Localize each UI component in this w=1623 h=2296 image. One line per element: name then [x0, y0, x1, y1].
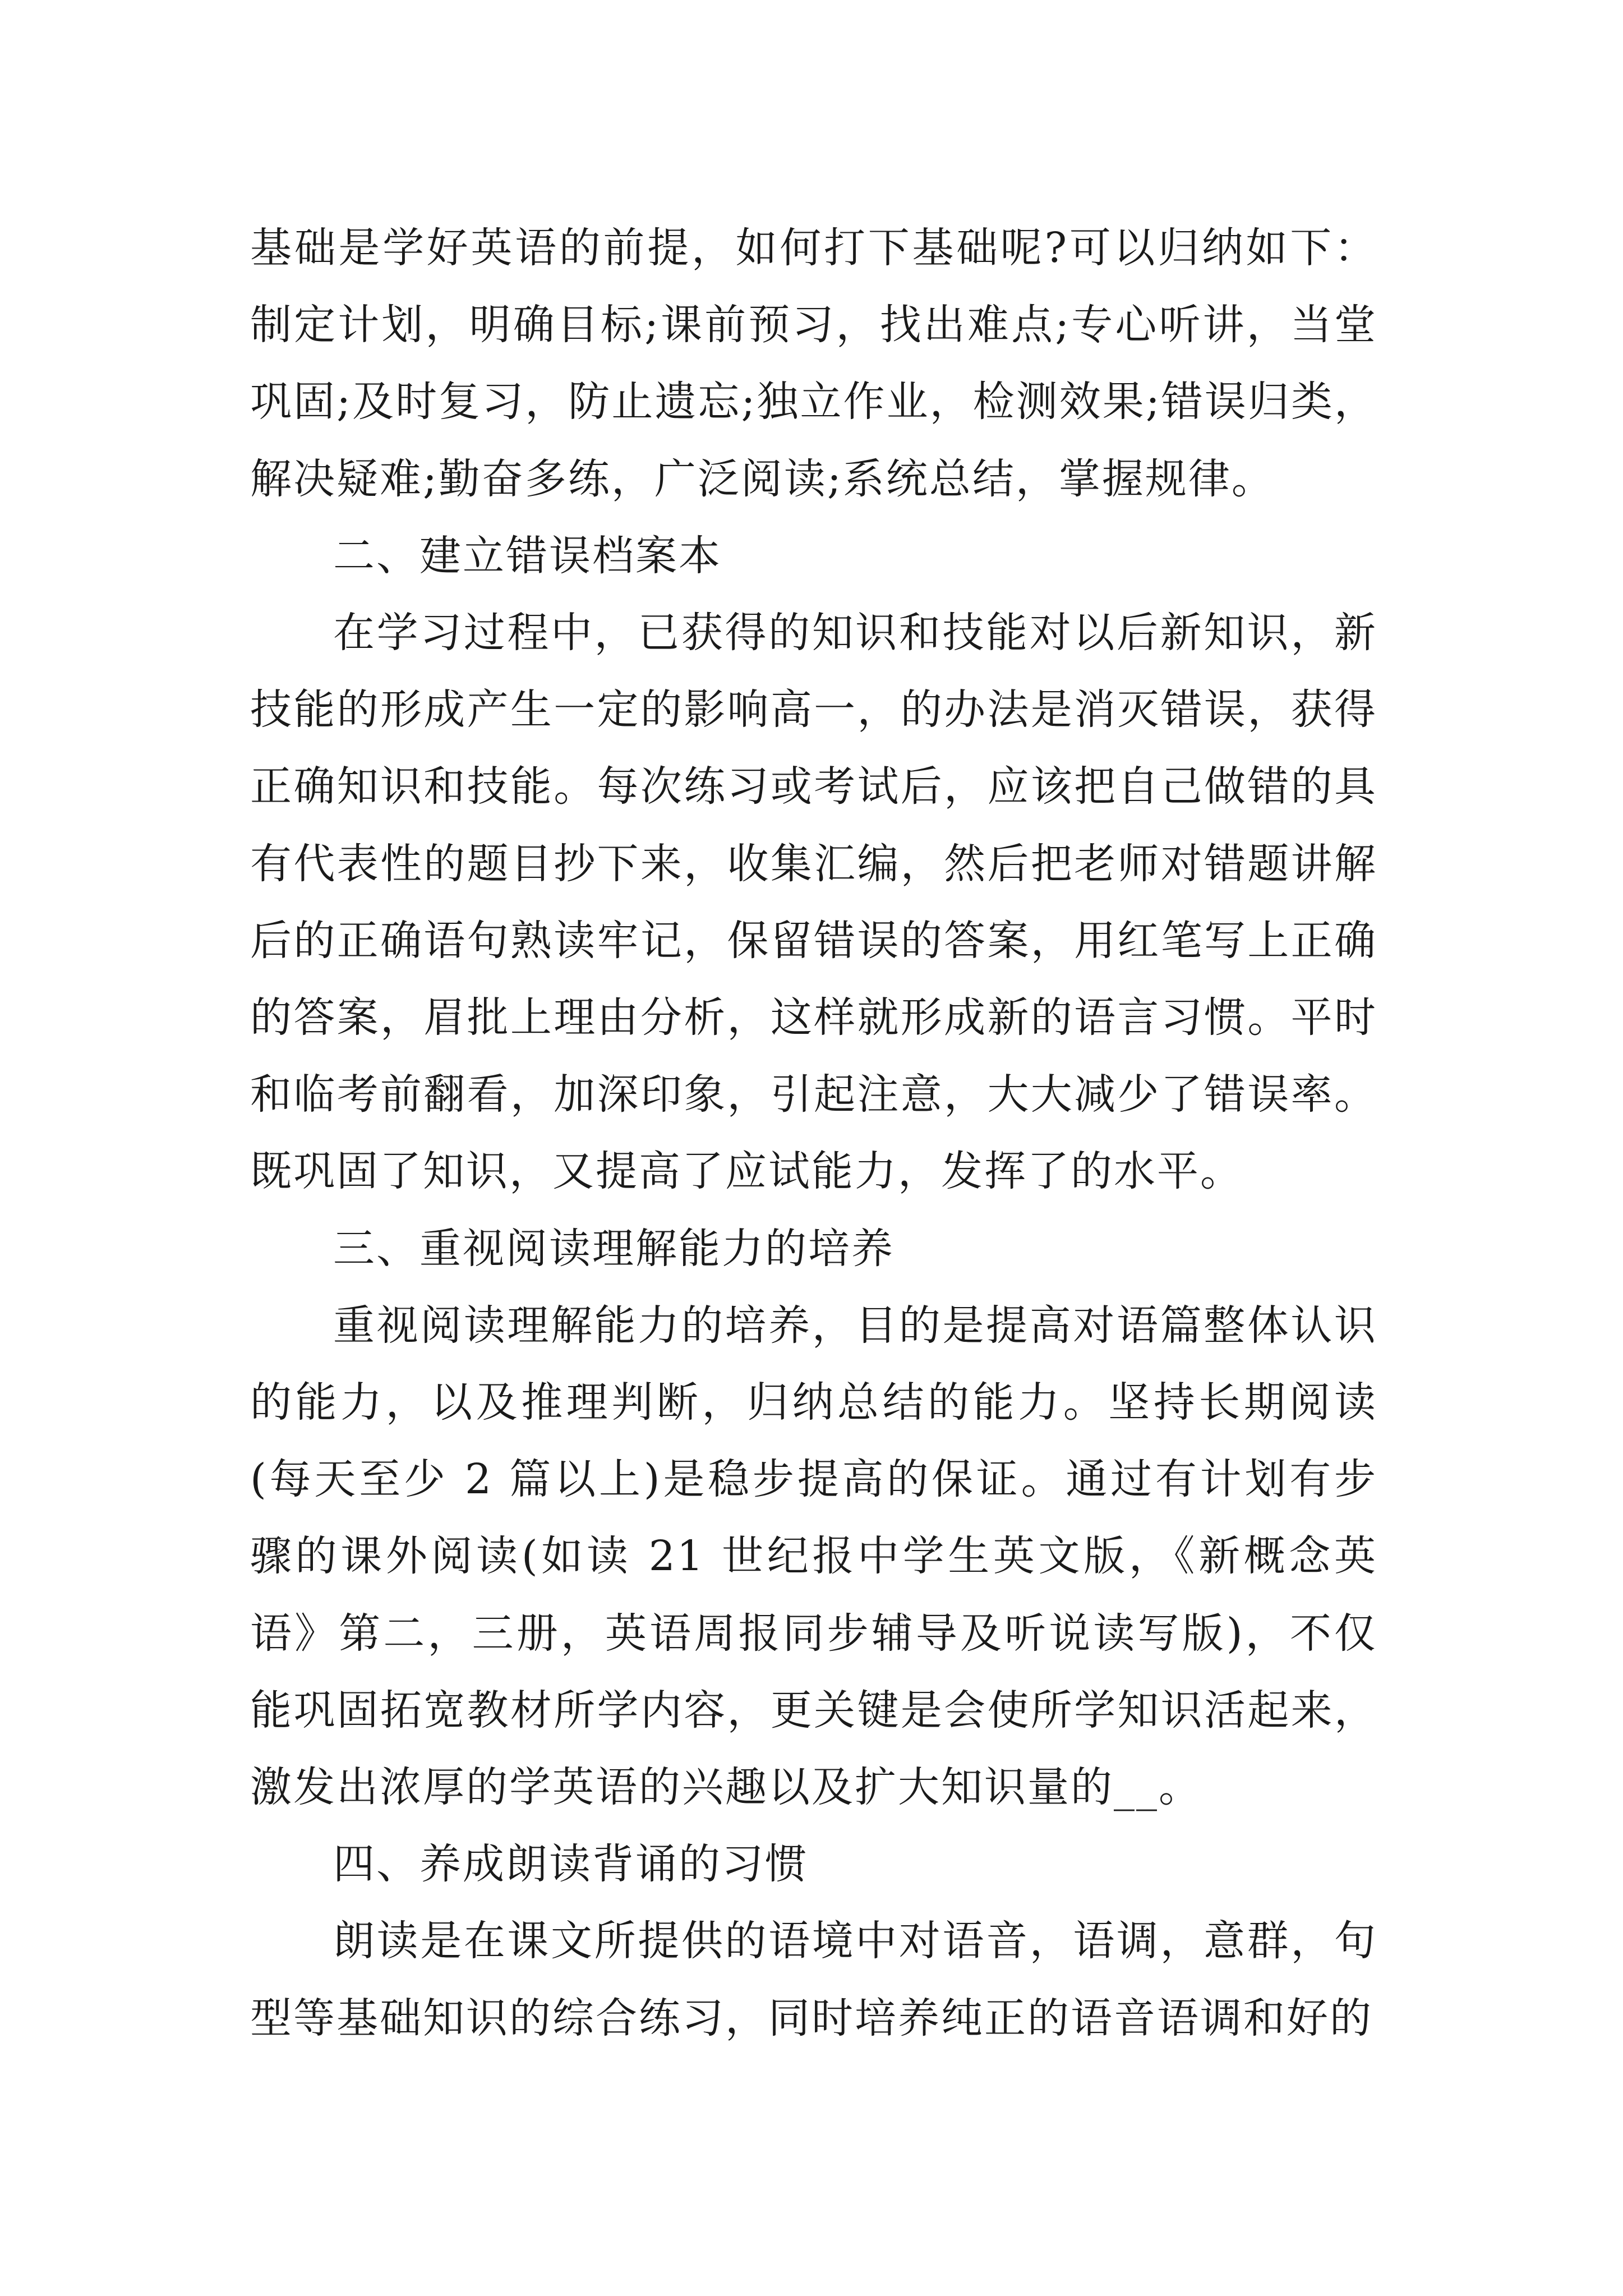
heading-read-aloud-recite: 四、养成朗读背诵的习惯	[333, 1840, 808, 1889]
paragraph-error-notebook: 在学习过程中，已获得的知识和技能对以后新知识，新技能的形成产生一定的影响高一，的办法是消灭错误，获得正确知识和技能。每次练习或考试后，应该把自己做错的具有代表性的题目抄下来，收集汇编，然后把老师对错题讲解后的正确语句熟读牢记，保留错误的答案，用红笔写上正确的答案，眉批上理由分析，这样就形成新的语言习惯。平时和临考前翻看，加深印象，引起注意，大大减少了错误率。既巩固了知识，又提高了应试能力，发挥了的水平。	[250, 609, 1377, 1196]
heading-error-notebook: 二、建立错误档案本	[333, 531, 722, 580]
paragraph-foundation: 基础是学好英语的前提，如何打下基础呢?可以归纳如下：制定计划，明确目标;课前预习，找出难点;专心听讲，当堂巩固;及时复习，防止遗忘;独立作业，检测效果;错误归类，解决疑难;勤奋多练，广泛阅读;系统总结，掌握规律。	[250, 224, 1377, 503]
paragraph-read-aloud-recite: 朗读是在课文所提供的语境中对语音，语调，意群，句型等基础知识的综合练习，同时培养纯正的语音语调和好的	[250, 1917, 1377, 2042]
paragraph-reading-comprehension: 重视阅读理解能力的培养，目的是提高对语篇整体认识的能力，以及推理判断，归纳总结的能力。坚持长期阅读(每天至少 2 篇以上)是稳步提高的保证。通过有计划有步骤的课外阅读(如读 21 世纪报中学生英文版，《新概念英语》第二，三册，英语周报同步辅导及听说读写版)，不仅能巩固拓宽教材所学内容，更关键是会使所学知识活起来，激发出浓厚的学英语的兴趣以及扩大知识量的__。	[250, 1301, 1377, 1812]
heading-reading-comprehension: 三、重视阅读理解能力的培养	[333, 1224, 895, 1273]
document-body	[250, 210, 1377, 2057]
